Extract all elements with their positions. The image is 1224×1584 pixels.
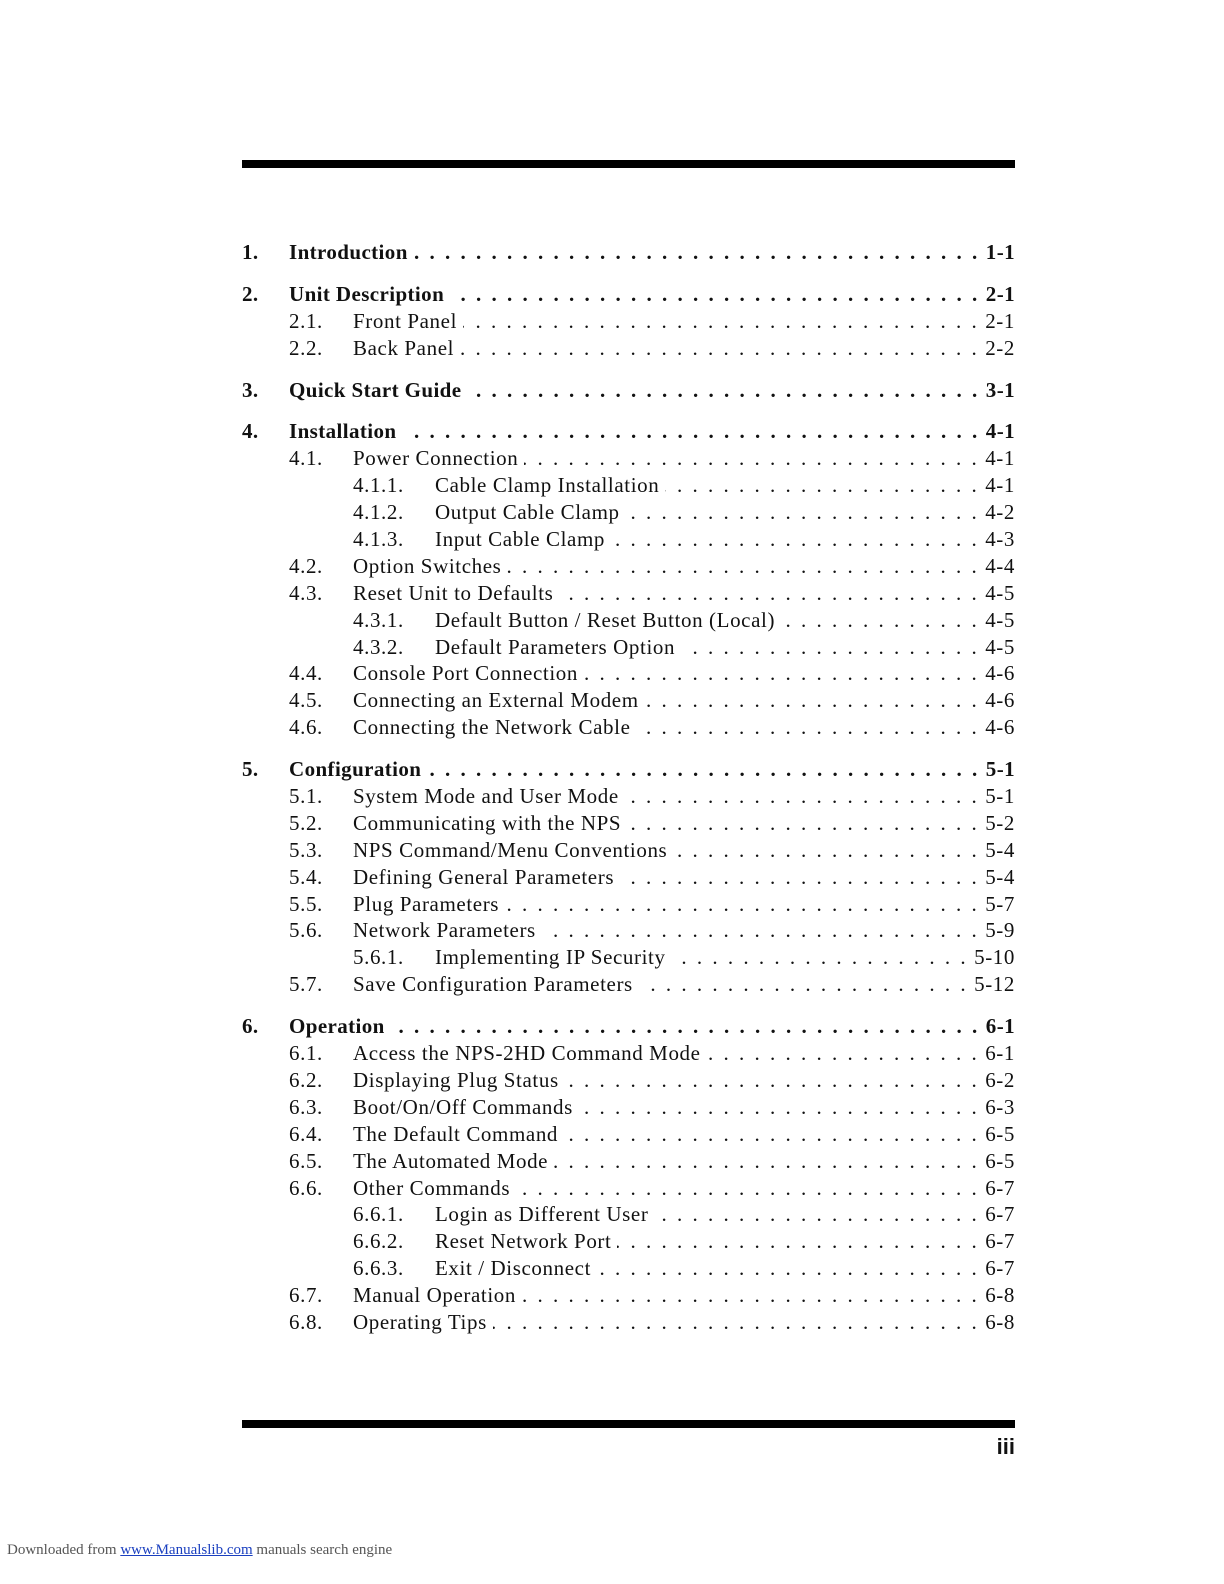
toc-entry-page: 6-7 bbox=[979, 1255, 1015, 1282]
toc-entry-title-line bbox=[435, 634, 1015, 661]
toc-entry-number: 2. bbox=[242, 281, 259, 306]
toc-entry-number: 4.3.1. bbox=[353, 607, 404, 632]
toc-entry[interactable] bbox=[242, 944, 1015, 971]
toc-entry-number: 6.2. bbox=[289, 1067, 323, 1092]
toc-entry-title: The Automated Mode bbox=[353, 1148, 554, 1175]
toc-entry-page: 6-8 bbox=[979, 1282, 1015, 1309]
toc-entry-page: 4-3 bbox=[979, 526, 1015, 553]
dot-leader bbox=[665, 472, 979, 499]
toc-entry[interactable] bbox=[242, 445, 1015, 472]
dot-leader bbox=[559, 580, 979, 607]
toc-entry-page: 6-5 bbox=[979, 1121, 1015, 1148]
toc-entry[interactable] bbox=[242, 634, 1015, 661]
toc-entry-number: 1. bbox=[242, 240, 259, 264]
toc-entry-title: Other Commands bbox=[353, 1175, 516, 1202]
toc-entry-number: 6.5. bbox=[289, 1148, 323, 1173]
toc-entry-title-line bbox=[435, 1228, 1015, 1255]
dot-leader bbox=[450, 281, 980, 308]
dot-leader bbox=[584, 660, 979, 687]
toc-entry-title-line bbox=[353, 714, 1015, 741]
toc-entry-title-line bbox=[353, 1094, 1015, 1121]
toc-entry-page: 4-1 bbox=[979, 472, 1015, 499]
toc-entry-page: 4-6 bbox=[979, 687, 1015, 714]
toc-entry-title-line bbox=[435, 499, 1015, 526]
dot-leader bbox=[505, 891, 979, 918]
toc-entry-number: 4.1.3. bbox=[353, 527, 404, 552]
toc-entry[interactable] bbox=[242, 864, 1015, 891]
toc-entry-number: 4.1. bbox=[289, 446, 323, 471]
dot-leader bbox=[403, 418, 980, 445]
toc-entry-title: Communicating with the NPS bbox=[353, 810, 627, 837]
toc-entry-title-line bbox=[353, 810, 1015, 837]
toc-entry-page: 5-10 bbox=[968, 944, 1015, 971]
bottom-rule bbox=[242, 1420, 1015, 1428]
toc-entry[interactable] bbox=[242, 1094, 1015, 1121]
toc-entry-page: 6-5 bbox=[979, 1148, 1015, 1175]
toc-entry-page: 5-1 bbox=[979, 783, 1015, 810]
toc-entry-title: Quick Start Guide bbox=[289, 377, 467, 404]
dot-leader bbox=[781, 607, 979, 634]
toc-entry[interactable] bbox=[242, 971, 1015, 998]
toc-entry[interactable] bbox=[242, 499, 1015, 526]
dot-leader bbox=[463, 308, 979, 335]
dot-leader bbox=[427, 756, 979, 783]
toc-entry-title: Save Configuration Parameters bbox=[353, 971, 639, 998]
toc-entry[interactable] bbox=[242, 553, 1015, 580]
toc-entry-number: 5.4. bbox=[289, 864, 323, 889]
toc-entry-page: 6-7 bbox=[979, 1175, 1015, 1202]
toc-entry-title-line bbox=[353, 308, 1015, 335]
toc-entry-number: 6.6. bbox=[289, 1175, 323, 1200]
dot-leader bbox=[391, 1013, 980, 1040]
toc-entry-number: 4.4. bbox=[289, 661, 323, 686]
toc-entry-title-line bbox=[289, 756, 1015, 783]
toc-entry-title-line bbox=[353, 1148, 1015, 1175]
toc-entry[interactable] bbox=[242, 1148, 1015, 1175]
toc-entry-title: Operation bbox=[289, 1013, 391, 1040]
toc-entry-title-line bbox=[353, 445, 1015, 472]
toc-entry-page: 5-4 bbox=[979, 837, 1015, 864]
toc-entry-number: 5.6. bbox=[289, 918, 323, 943]
toc-entry-page: 4-1 bbox=[979, 445, 1015, 472]
toc-entry-page: 1-1 bbox=[980, 239, 1015, 266]
dot-leader bbox=[467, 377, 979, 404]
toc-entry[interactable] bbox=[242, 1121, 1015, 1148]
toc-entry-title-line bbox=[289, 281, 1015, 308]
toc-entry-title-line bbox=[435, 607, 1015, 634]
toc-entry-page: 4-6 bbox=[979, 714, 1015, 741]
toc-entry-page: 4-4 bbox=[979, 553, 1015, 580]
toc-entry-title-line bbox=[353, 660, 1015, 687]
toc-entry-title: Boot/On/Off Commands bbox=[353, 1094, 579, 1121]
toc-entry-title-line bbox=[353, 971, 1015, 998]
toc-entry-title-line bbox=[353, 335, 1015, 362]
toc-entry-number: 4.5. bbox=[289, 688, 323, 713]
footer-link[interactable]: www.Manualslib.com bbox=[120, 1542, 253, 1558]
toc-entry-page: 5-4 bbox=[979, 864, 1015, 891]
footer-suffix: manuals search engine bbox=[256, 1542, 393, 1558]
toc-entry-page: 4-6 bbox=[979, 660, 1015, 687]
toc-entry[interactable] bbox=[242, 308, 1015, 335]
toc-entry-title-line bbox=[353, 891, 1015, 918]
toc-entry-title: Default Button / Reset Button (Local) bbox=[435, 607, 781, 634]
toc-entry-number: 5. bbox=[242, 757, 259, 782]
dot-leader bbox=[673, 837, 979, 864]
toc-entry-title: NPS Command/Menu Conventions bbox=[353, 837, 673, 864]
toc-entry-number: 5.5. bbox=[289, 891, 323, 916]
toc-entry-number: 5.2. bbox=[289, 810, 323, 835]
toc-entry[interactable] bbox=[242, 281, 1015, 308]
toc-entry-title-line bbox=[435, 472, 1015, 499]
toc-entry[interactable] bbox=[242, 1067, 1015, 1094]
toc-entry-title-line bbox=[353, 553, 1015, 580]
toc-entry-title: Power Connection bbox=[353, 445, 524, 472]
toc-entry-page: 2-1 bbox=[979, 308, 1015, 335]
toc-entry[interactable] bbox=[242, 837, 1015, 864]
toc-entry[interactable] bbox=[242, 1013, 1015, 1040]
toc-entry-title: System Mode and User Mode bbox=[353, 783, 625, 810]
dot-leader bbox=[597, 1255, 979, 1282]
toc-entry-number: 5.1. bbox=[289, 784, 323, 809]
toc-entry-title-line bbox=[353, 917, 1015, 944]
toc-entry[interactable] bbox=[242, 1228, 1015, 1255]
toc-entry-title: Unit Description bbox=[289, 281, 450, 308]
toc-entry-title-line bbox=[353, 580, 1015, 607]
dot-leader bbox=[707, 1040, 980, 1067]
toc-entry-title: The Default Command bbox=[353, 1121, 564, 1148]
toc-entry[interactable] bbox=[242, 1255, 1015, 1282]
dot-leader bbox=[645, 687, 980, 714]
toc-entry[interactable] bbox=[242, 810, 1015, 837]
toc-entry-page: 6-1 bbox=[979, 1040, 1015, 1067]
toc-entry[interactable] bbox=[242, 239, 1015, 266]
toc-entry-number: 4.1.1. bbox=[353, 473, 404, 498]
toc-entry[interactable] bbox=[242, 1309, 1015, 1336]
dot-leader bbox=[554, 1148, 979, 1175]
toc-entry-title-line bbox=[353, 783, 1015, 810]
dot-leader bbox=[625, 783, 979, 810]
dot-leader bbox=[493, 1309, 979, 1336]
page-number: iii bbox=[996, 1434, 1015, 1459]
dot-leader bbox=[542, 917, 979, 944]
toc-entry-number: 5.7. bbox=[289, 972, 323, 997]
dot-leader bbox=[611, 526, 979, 553]
toc-entry-title: Connecting the Network Cable bbox=[353, 714, 637, 741]
toc-entry[interactable] bbox=[242, 1040, 1015, 1067]
toc-entry-title-line bbox=[353, 837, 1015, 864]
toc-entry-title: Front Panel bbox=[353, 308, 463, 335]
toc-entry-page: 4-5 bbox=[979, 634, 1015, 661]
toc-entry-page: 6-7 bbox=[979, 1228, 1015, 1255]
toc-entry[interactable] bbox=[242, 891, 1015, 918]
toc-entry-number: 6.1. bbox=[289, 1041, 323, 1066]
toc-entry[interactable] bbox=[242, 714, 1015, 741]
toc-entry-number: 4.6. bbox=[289, 715, 323, 740]
footer-prefix: Downloaded from bbox=[7, 1542, 117, 1558]
dot-leader bbox=[507, 553, 979, 580]
toc-entry-title-line bbox=[435, 944, 1015, 971]
toc-entry-page: 5-1 bbox=[980, 756, 1015, 783]
toc-entry-number: 2.2. bbox=[289, 335, 323, 360]
toc-entry-page: 4-1 bbox=[980, 418, 1015, 445]
toc-entry-title-line bbox=[353, 1067, 1015, 1094]
dot-leader bbox=[579, 1094, 979, 1121]
toc-entry[interactable] bbox=[242, 917, 1015, 944]
toc-entry-title-line bbox=[353, 1309, 1015, 1336]
toc-entry-title: Connecting an External Modem bbox=[353, 687, 645, 714]
toc-entry-title: Network Parameters bbox=[353, 917, 542, 944]
toc-entry[interactable] bbox=[242, 607, 1015, 634]
toc-entry-title: Reset Unit to Defaults bbox=[353, 580, 559, 607]
toc-entry-title: Defining General Parameters bbox=[353, 864, 620, 891]
toc-entry-page: 5-9 bbox=[979, 917, 1015, 944]
toc-entry-title-line bbox=[353, 1282, 1015, 1309]
toc-entry[interactable] bbox=[242, 526, 1015, 553]
dot-leader bbox=[681, 634, 979, 661]
dot-leader bbox=[516, 1175, 979, 1202]
toc-entry-page: 4-2 bbox=[979, 499, 1015, 526]
toc-entry-title: Back Panel bbox=[353, 335, 460, 362]
toc-entry[interactable] bbox=[242, 377, 1015, 404]
toc-entry-number: 6. bbox=[242, 1014, 259, 1039]
footer bbox=[7, 1542, 392, 1559]
toc-entry-title-line bbox=[289, 377, 1015, 404]
toc-entry[interactable] bbox=[242, 335, 1015, 362]
toc-entry-title: Default Parameters Option bbox=[435, 634, 681, 661]
toc-entry-number: 6.4. bbox=[289, 1121, 323, 1146]
toc-entry-title-line bbox=[289, 1013, 1015, 1040]
toc-entry-page: 6-1 bbox=[980, 1013, 1015, 1040]
toc-entry-title: Introduction bbox=[289, 239, 414, 266]
toc-entry-page: 4-5 bbox=[979, 607, 1015, 634]
toc-entry-title-line bbox=[353, 687, 1015, 714]
toc-entry-title-line bbox=[353, 864, 1015, 891]
toc-entry-page: 5-12 bbox=[968, 971, 1015, 998]
toc-entry-number: 6.6.1. bbox=[353, 1202, 404, 1227]
toc-entry-page: 5-2 bbox=[979, 810, 1015, 837]
toc-entry-number: 3. bbox=[242, 377, 259, 402]
toc-entry[interactable] bbox=[242, 1175, 1015, 1202]
toc-entry-title: Input Cable Clamp bbox=[435, 526, 611, 553]
dot-leader bbox=[617, 1228, 979, 1255]
toc-entry-title: Console Port Connection bbox=[353, 660, 584, 687]
toc-entry-number: 6.6.2. bbox=[353, 1229, 404, 1254]
toc-entry-title: Implementing IP Security bbox=[435, 944, 672, 971]
toc-entry-title: Displaying Plug Status bbox=[353, 1067, 565, 1094]
toc-entry[interactable] bbox=[242, 1282, 1015, 1309]
toc-entry-title: Access the NPS-2HD Command Mode bbox=[353, 1040, 707, 1067]
toc-entry[interactable] bbox=[242, 687, 1015, 714]
toc-entry[interactable] bbox=[242, 580, 1015, 607]
dot-leader bbox=[565, 1067, 979, 1094]
toc-entry-title-line bbox=[289, 239, 1015, 266]
toc-entry-title-line bbox=[435, 1201, 1015, 1228]
toc-entry-number: 6.3. bbox=[289, 1094, 323, 1119]
dot-leader bbox=[460, 335, 979, 362]
toc-entry-page: 5-7 bbox=[979, 891, 1015, 918]
dot-leader bbox=[672, 944, 969, 971]
toc-entry[interactable] bbox=[242, 783, 1015, 810]
toc-entry-page: 4-5 bbox=[979, 580, 1015, 607]
toc-entry-page: 6-3 bbox=[979, 1094, 1015, 1121]
toc-entry[interactable] bbox=[242, 660, 1015, 687]
dot-leader bbox=[522, 1282, 979, 1309]
toc-entry-title-line bbox=[435, 526, 1015, 553]
toc-entry-number: 6.7. bbox=[289, 1283, 323, 1308]
toc-entry[interactable] bbox=[242, 472, 1015, 499]
toc-entry-title-line bbox=[435, 1255, 1015, 1282]
toc-entry-title: Option Switches bbox=[353, 553, 507, 580]
dot-leader bbox=[654, 1201, 979, 1228]
toc-entry-page: 6-7 bbox=[979, 1201, 1015, 1228]
toc-entry-number: 4.3.2. bbox=[353, 634, 404, 659]
toc-entry-title-line bbox=[353, 1121, 1015, 1148]
toc-entry-number: 4.3. bbox=[289, 580, 323, 605]
toc-entry-title: Manual Operation bbox=[353, 1282, 522, 1309]
toc-entry-title-line bbox=[353, 1040, 1015, 1067]
toc-entry-number: 4.2. bbox=[289, 553, 323, 578]
dot-leader bbox=[524, 445, 979, 472]
table-of-contents bbox=[242, 239, 1015, 1336]
toc-entry-title: Exit / Disconnect bbox=[435, 1255, 597, 1282]
toc-entry-title-line bbox=[353, 1175, 1015, 1202]
toc-entry-title: Reset Network Port bbox=[435, 1228, 617, 1255]
dot-leader bbox=[414, 239, 980, 266]
toc-entry-number: 2.1. bbox=[289, 308, 323, 333]
toc-entry[interactable] bbox=[242, 1201, 1015, 1228]
toc-entry-number: 5.6.1. bbox=[353, 945, 404, 970]
toc-entry-number: 6.8. bbox=[289, 1309, 323, 1334]
toc-entry-title: Installation bbox=[289, 418, 403, 445]
toc-entry-title: Operating Tips bbox=[353, 1309, 493, 1336]
dot-leader bbox=[620, 864, 979, 891]
toc-entry-title: Output Cable Clamp bbox=[435, 499, 626, 526]
toc-entry-page: 2-1 bbox=[980, 281, 1015, 308]
toc-entry[interactable] bbox=[242, 418, 1015, 445]
toc-entry-page: 3-1 bbox=[980, 377, 1015, 404]
dot-leader bbox=[627, 810, 979, 837]
toc-entry-title: Login as Different User bbox=[435, 1201, 654, 1228]
toc-entry-title: Cable Clamp Installation bbox=[435, 472, 665, 499]
toc-entry-number: 6.6.3. bbox=[353, 1256, 404, 1281]
dot-leader bbox=[639, 971, 968, 998]
dot-leader bbox=[564, 1121, 979, 1148]
toc-entry-number: 4.1.2. bbox=[353, 500, 404, 525]
toc-entry-number: 5.3. bbox=[289, 837, 323, 862]
toc-entry-title: Plug Parameters bbox=[353, 891, 505, 918]
toc-entry[interactable] bbox=[242, 756, 1015, 783]
toc-entry-number: 4. bbox=[242, 419, 259, 444]
toc-entry-page: 6-2 bbox=[979, 1067, 1015, 1094]
toc-entry-title: Configuration bbox=[289, 756, 427, 783]
dot-leader bbox=[626, 499, 980, 526]
toc-entry-page: 6-8 bbox=[979, 1309, 1015, 1336]
dot-leader bbox=[637, 714, 980, 741]
top-rule bbox=[242, 160, 1015, 168]
toc-entry-page: 2-2 bbox=[979, 335, 1015, 362]
toc-entry-title-line bbox=[289, 418, 1015, 445]
